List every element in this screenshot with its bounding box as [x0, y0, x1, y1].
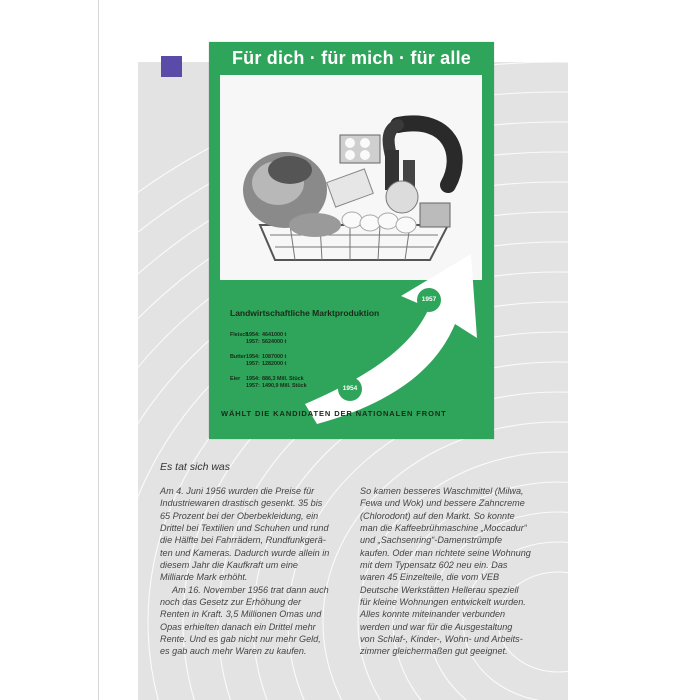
text-line: Milliarde Mark erhöht. — [160, 572, 248, 583]
stat-row — [230, 376, 307, 383]
text-line: Renten in Kraft. 3,5 Millionen Omas und — [160, 609, 322, 620]
text-line: es gab auch mehr Waren zu kaufen. — [160, 646, 307, 657]
production-stats — [230, 332, 307, 390]
poster-image — [209, 42, 494, 439]
stat-value: 886,3 Mill. Stück — [262, 375, 304, 382]
text-line: Drittel bei Textilien und Schuhen und rund — [160, 523, 329, 534]
stat-label: Fleisch — [230, 332, 249, 338]
article-right-column — [360, 485, 554, 658]
stat-label: Butter — [230, 353, 246, 360]
accent-square — [161, 56, 182, 77]
text-line: kaufen. Oder man richtete seine Wohnung — [360, 547, 531, 558]
stat-value: 1087000 t — [262, 353, 287, 360]
stat-row — [230, 339, 307, 346]
text-line: noch das Gesetz zur Erhöhung der — [160, 597, 302, 608]
stat-year: 1954: — [246, 353, 260, 360]
text-line: Industriewaren drastisch gesenkt. 35 bis — [160, 498, 323, 509]
stat-label — [230, 361, 246, 368]
stat-label — [230, 339, 246, 346]
text-line: für kleine Wohnungen entwickelt wurden. — [360, 597, 526, 608]
arrow-end-year: 1957 — [417, 288, 441, 312]
text-line: waren 45 Einzelteile, die vom VEB — [360, 572, 500, 583]
stat-value: 1490,9 Mill. Stück — [262, 383, 307, 390]
text-line: zimmer gleichermaßen gut geeignet. — [360, 646, 508, 657]
stat-value: 4641000 t — [262, 332, 287, 338]
poster-chart-title: Landwirtschaftliche Marktproduktion — [230, 308, 380, 318]
text-line: Am 4. Juni 1956 wurden die Preise für — [160, 486, 315, 496]
stat-label — [230, 383, 246, 390]
stat-row — [230, 361, 307, 368]
article-left-column — [160, 485, 354, 658]
article-heading: Es tat sich was — [160, 461, 231, 473]
text-line: (Chlorodont) auf den Markt. So konnte — [360, 510, 515, 521]
poster-headline: Für dich · für mich · für alle — [231, 48, 471, 68]
text-line: Fewa und Wok) und bessere Zahncreme — [360, 498, 525, 509]
arrow-start-year: 1954 — [338, 377, 362, 401]
stat-row — [230, 383, 307, 390]
stat-row — [230, 354, 307, 361]
text-line: mit dem Typensatz 602 neu ein. Das — [360, 560, 508, 571]
text-line: werden und war für die Ausgestaltung — [360, 621, 513, 632]
text-line: Am 16. November 1956 trat dann auch — [172, 584, 329, 595]
poster-slogan: WÄHLT DIE KANDIDATEN DER NATIONALEN FRONT — [221, 409, 447, 418]
text-line: Deutsche Werkstätten Hellerau speziell — [360, 584, 519, 595]
text-line: Opas erhielten danach ein Drittel mehr — [160, 621, 316, 632]
text-line: diesem Jahr die Kaufkraft um eine — [160, 560, 298, 571]
text-line: 65 Prozent bei der Oberbekleidung, ein — [160, 510, 319, 521]
text-line: ten und Kameras. Dadurch wurde allein in — [160, 547, 330, 558]
stat-year: 1957: — [246, 383, 260, 390]
text-line: von Schlaf-, Kinder-, Wohn- und Arbeits- — [360, 634, 523, 645]
text-line: und „Sachsenring“-Damenstrümpfe — [360, 535, 503, 546]
text-line: die Hälfte bei Fahrrädern, Rundfunkgerä- — [160, 535, 326, 546]
page-edge-line — [98, 0, 99, 700]
text-line: So kamen besseres Waschmittel (Milwa, — [360, 486, 524, 496]
stat-value: 1282000 t — [262, 361, 287, 368]
stat-year: 1957: — [246, 339, 260, 346]
stat-year: 1957: — [246, 361, 260, 368]
stat-year: 1954: — [246, 332, 260, 338]
stat-label: Eier — [230, 375, 241, 382]
stat-year: 1954: — [246, 375, 260, 382]
text-line: Alles konnte miteinander verbunden — [360, 609, 506, 620]
text-line: man die Kaffeebrühmaschine „Moccadur“ — [360, 523, 527, 534]
stat-value: 5624000 t — [262, 339, 287, 346]
stat-row — [230, 332, 307, 339]
text-line: Rente. Und es gab nicht nur mehr Geld, — [160, 634, 321, 645]
